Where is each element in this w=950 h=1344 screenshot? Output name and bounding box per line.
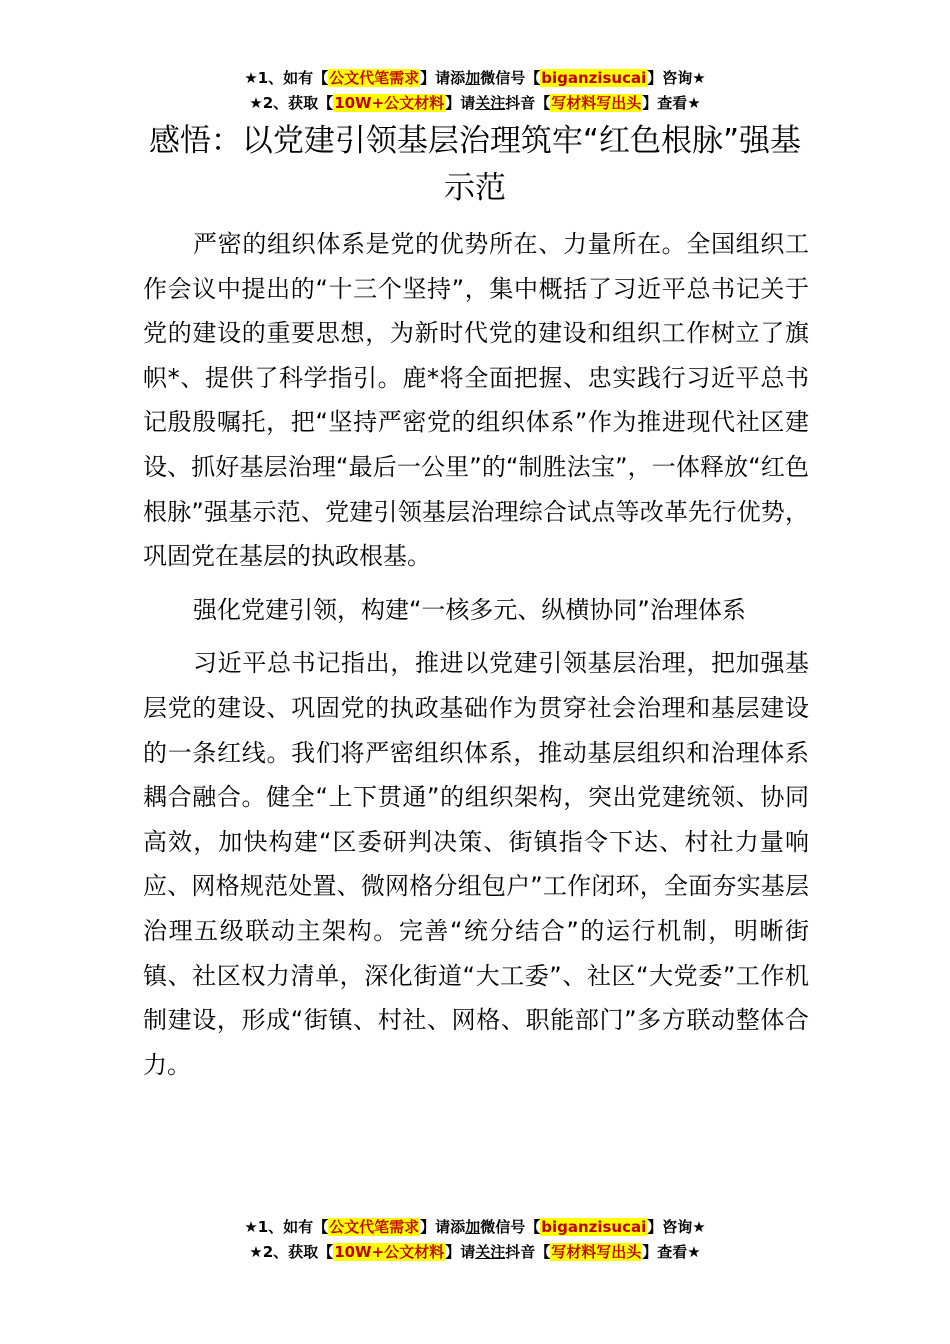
promo-highlight: 10W+公文材料 [334,1243,445,1261]
promo-text: 】请 [445,94,476,112]
promo-highlight: 公文代笔需求 [329,69,420,87]
promo-highlight: 写材料写出头 [551,94,642,112]
promo-underline: 关注 [475,1243,506,1261]
section-heading: 强化党建引领，构建“一核多元、纵横协同”治理体系 [193,595,746,624]
promo-line-2 [0,1240,950,1265]
promo-line-1 [0,1215,950,1240]
promo-text: 抖音【 [505,1243,551,1261]
promo-highlight: 公文代笔需求 [329,1218,420,1236]
promo-text: 】请 [445,1243,476,1261]
promo-text: 】查看★ [642,94,701,112]
promo-text: ★2、获取【 [249,1243,334,1261]
document-title: 感悟：以党建引领基层治理筑牢“红色根脉”强基示范 [148,123,802,206]
promo-underline: 关注 [475,94,506,112]
promo-text: 】咨询★ [647,69,706,87]
document-body [143,222,809,1096]
promo-text: 】咨询★ [647,1218,706,1236]
promo-text: 】查看★ [642,1243,701,1261]
promo-text: ★1、如有【 [244,69,329,87]
promo-highlight: 写材料写出头 [551,1243,642,1261]
promo-text: 微信号【 [480,1218,541,1236]
promo-underline: 加 [465,69,481,87]
body-paragraph-2: 习近平总书记指出，推进以党建引领基层治理，把加强基层党的建设、巩固党的执政基础作为贯穿社会治理和基层建设的一条红线。我们将严密组织体系，推动基层组织和治理体系耦合融合。健全“上下贯通”的组织架构，突出党建统领、协同高效，加快构建“区委研判决策、街镇指令下达、村社力量响应、网格规范处置、微网格分组包户”工作闭环，全面夯实基层治理五级联动主架构。完善“统分结合”的运行机制，明晰街镇、社区权力清单，深化街道“大工委”、社区“大党委”工作机制建设，形成“街镇、村社、网格、职能部门”多方联动整体合力。 [143,649,809,1079]
promo-banner-bottom [0,1215,950,1265]
promo-text: 】请添 [420,1218,466,1236]
promo-text: 抖音【 [505,94,551,112]
promo-line-1 [0,66,950,91]
promo-banner-top [0,66,950,116]
promo-text: 微信号【 [480,69,541,87]
promo-text: 】请添 [420,69,466,87]
body-paragraph-1: 严密的组织体系是党的优势所在、力量所在。全国组织工作会议中提出的“十三个坚持”，集中概括了习近平总书记关于党的建设的重要思想，为新时代党的建设和组织工作树立了旗帜*、提供了科学指引。鹿*将全面把握、忠实践行习近平总书记殷殷嘱托，把“坚持严密党的组织体系”作为推进现代社区建设、抓好基层治理“最后一公里”的“制胜法宝”，一体释放“红色根脉”强基示范、党建引领基层治理综合试点等改革先行优势，巩固党在基层的执政根基。 [143,230,809,571]
promo-text: ★1、如有【 [244,1218,329,1236]
promo-line-2 [0,91,950,116]
promo-text: ★2、获取【 [249,94,334,112]
promo-highlight: biganzisucai [541,69,647,87]
promo-underline: 加 [465,1218,481,1236]
promo-highlight: 10W+公文材料 [334,94,445,112]
promo-highlight: biganzisucai [541,1218,647,1236]
